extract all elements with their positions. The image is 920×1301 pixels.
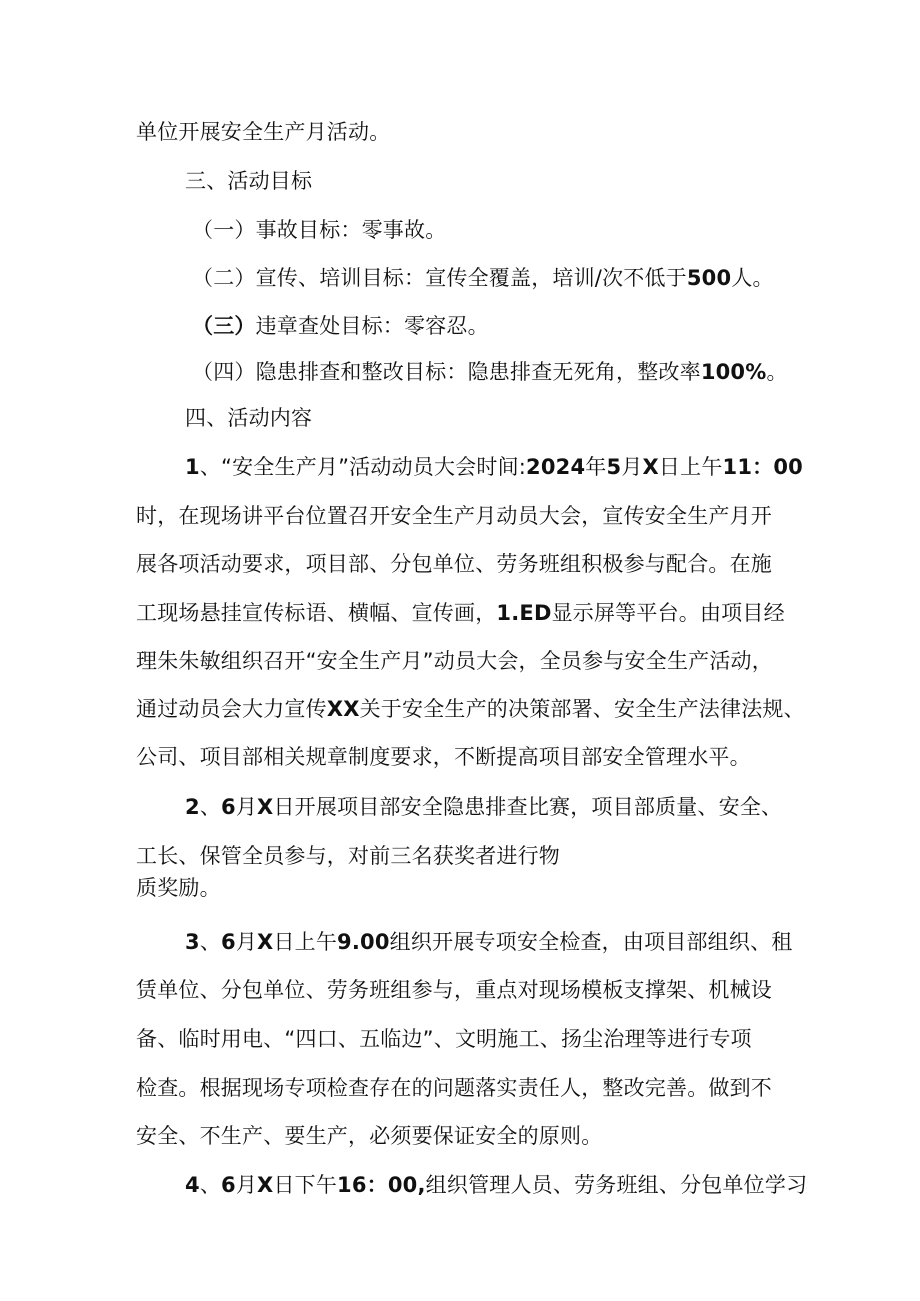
paragraph-line: 备、临时用电、“四口、五临边”、文明施工、扬尘治理等进行专项 [136,1027,752,1051]
paragraph-line: 4、6月X日下午16：00,组织管理人员、劳务班组、分包单位学习 [185,1173,808,1197]
paragraph-line: 公司、项目部相关规章制度要求，不断提高项目部安全管理水平。 [136,745,751,769]
section-heading-goals: 三、活动目标 [185,169,313,193]
section-heading-content: 四、活动内容 [185,406,313,430]
paragraph-line: 理朱朱敏组织召开“安全生产月”动员大会，全员参与安全生产活动， [136,649,773,673]
paragraph-line: 2、6月X日开展项目部安全隐患排查比赛，项目部质量、安全、 [185,795,783,819]
paragraph-line: 检查。根据现场专项检查存在的问题落实责任人，整改完善。做到不 [136,1076,772,1100]
paragraph-line: 3、6月X日上午9.00组织开展专项安全检查，由项目部组织、租 [185,930,793,954]
paragraph-line: 单位开展安全生产月活动。 [136,120,391,144]
paragraph-line: 赁单位、分包单位、劳务班组参与，重点对现场模板支撑架、机械设 [136,978,772,1002]
paragraph-line: 1、“安全生产月”活动动员大会时间:2024年5月X日上午11：00 [185,455,803,479]
goal-item-1: （一）事故目标：零事故。 [192,218,447,242]
goal-item-2: （二）宣传、培训目标：宣传全覆盖，培训/次不低于500人。 [192,266,774,290]
paragraph-line: 安全、不生产、要生产，必须要保证安全的原则。 [136,1124,603,1148]
paragraph-line: 时，在现场讲平台位置召开安全生产月动员大会，宣传安全生产月开 [136,504,772,528]
paragraph-line: 工现场悬挂宣传标语、横幅、宣传画，1.ED显示屏等平台。由项目经 [136,601,785,625]
paragraph-line: 质奖励。 [136,876,221,900]
goal-item-3: （三）违章查处目标：零容忍。 [192,314,489,338]
paragraph-line: 通过动员会大力宣传XX关于安全生产的决策部署、安全生产法律法规、 [136,697,805,721]
paragraph-line: 展各项活动要求，项目部、分包单位、劳务班组积极参与配合。在施 [136,552,772,576]
paragraph-line: 工长、保管全员参与，对前三名获奖者进行物 [136,844,560,868]
goal-item-4: （四）隐患排查和整改目标：隐患排查无死角，整改率100%。 [192,360,788,384]
